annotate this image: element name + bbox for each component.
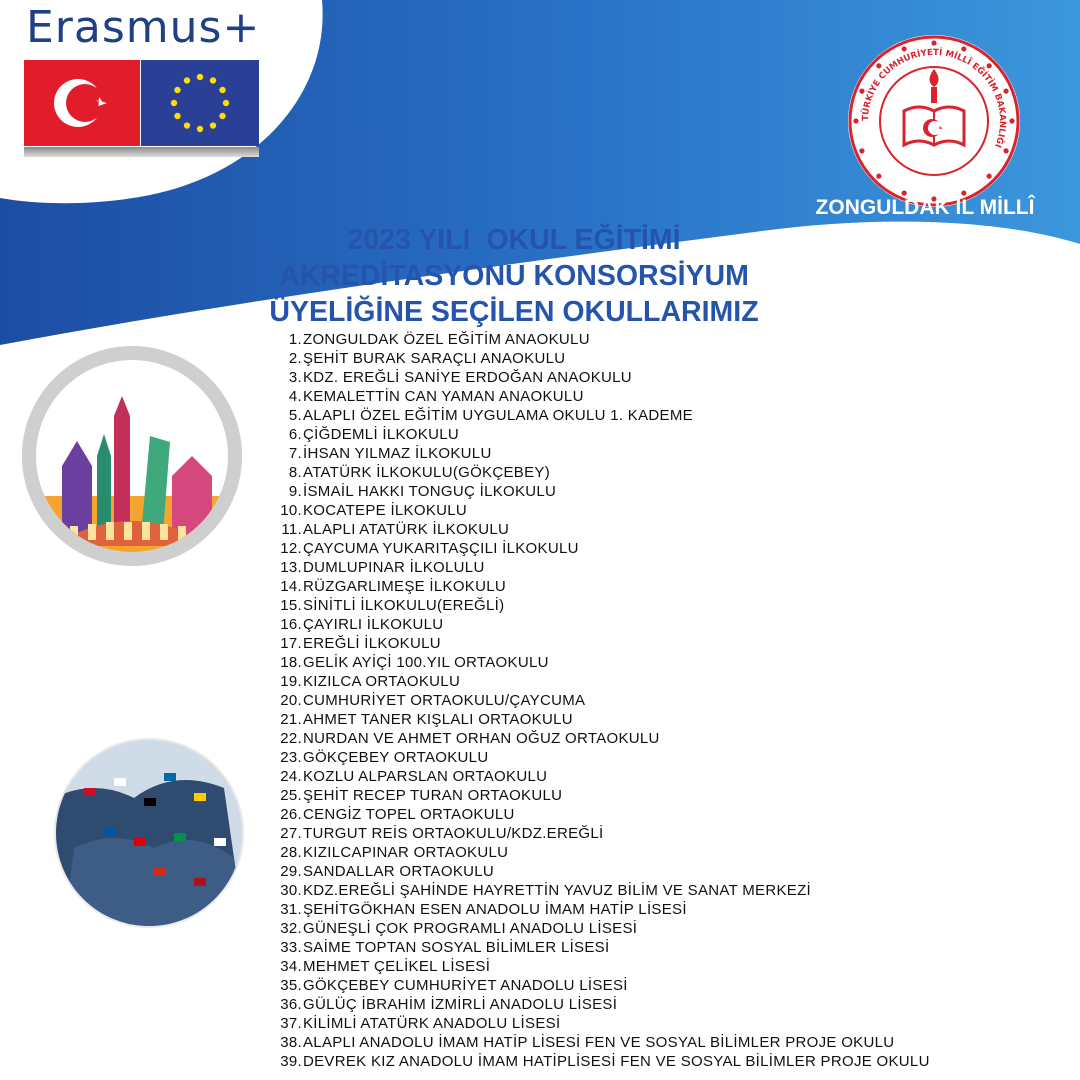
school-list-item [262, 900, 930, 919]
school-number: 26. [280, 806, 302, 823]
school-number: 7. [288, 445, 302, 462]
school-name: MEHMET ÇELİKEL LİSESİ [303, 958, 491, 975]
school-list-item [262, 577, 930, 596]
school-name: ZONGULDAK ÖZEL EĞİTİM ANAOKULU [303, 331, 590, 348]
school-list-item [262, 995, 930, 1014]
school-list-item [262, 1014, 930, 1033]
school-name: DEVREK KIZ ANADOLU İMAM HATİPLİSESİ FEN VE SOSYAL BİLİMLER PROJE OKULU [303, 1053, 930, 1070]
school-name: NURDAN VE AHMET ORHAN OĞUZ ORTAOKULU [303, 730, 660, 747]
title-line-1: 2023 YILI OKUL EĞİTİMİ [347, 224, 681, 256]
school-number: 29. [280, 863, 302, 880]
school-number: 30. [280, 882, 302, 899]
school-name: KOZLU ALPARSLAN ORTAOKULU [303, 768, 548, 785]
school-name: ALAPLI ÖZEL EĞİTİM UYGULAMA OKULU 1. KADEME [303, 407, 693, 424]
school-list-item [262, 919, 930, 938]
school-number: 35. [280, 977, 302, 994]
school-number: 18. [280, 654, 302, 671]
seal-star-icon [876, 174, 881, 179]
eu-star-icon [174, 87, 180, 93]
eu-star-icon [219, 87, 225, 93]
school-number: 36. [280, 996, 302, 1013]
school-name: İHSAN YILMAZ İLKOKULU [303, 445, 492, 462]
school-list-item [262, 634, 930, 653]
school-number: 12. [280, 540, 302, 557]
school-name: CUMHURİYET ORTAOKULU/ÇAYCUMA [303, 692, 586, 709]
school-number: 21. [280, 711, 302, 728]
school-number: 23. [280, 749, 302, 766]
school-number: 4. [288, 388, 302, 405]
school-list-item [262, 501, 930, 520]
school-number: 16. [280, 616, 302, 633]
seal-star-icon [1009, 118, 1014, 123]
school-name: ÇAYIRLI İLKOKULU [303, 616, 444, 633]
seal-star-icon [859, 148, 864, 153]
school-name: AHMET TANER KIŞLALI ORTAOKULU [303, 711, 573, 728]
school-name: GÖKÇEBEY CUMHURİYET ANADOLU LİSESİ [303, 977, 628, 994]
school-number: 39. [280, 1053, 302, 1070]
school-number: 17. [280, 635, 302, 652]
school-list-item [262, 843, 930, 862]
school-number: 31. [280, 901, 302, 918]
school-list-item [262, 672, 930, 691]
school-list-item [262, 653, 930, 672]
school-list-item [262, 729, 930, 748]
title-line-3: ÜYELİĞİNE SEÇİLEN OKULLARIMIZ [269, 296, 759, 328]
school-list-item [262, 349, 930, 368]
school-number: 3. [288, 369, 302, 386]
school-list-item [262, 691, 930, 710]
eu-star-icon [210, 77, 216, 83]
seal-star-icon [1003, 148, 1008, 153]
school-name: ŞEHİT RECEP TURAN ORTAOKULU [303, 787, 563, 804]
school-list-item [262, 1033, 930, 1052]
school-list-item [262, 710, 930, 729]
school-name: CENGİZ TOPEL ORTAOKULU [303, 806, 515, 823]
seal-star-icon [1003, 89, 1008, 94]
school-number: 34. [280, 958, 302, 975]
school-name: TURGUT REİS ORTAOKULU/KDZ.EREĞLİ [303, 825, 604, 842]
school-number: 19. [280, 673, 302, 690]
school-name: KEMALETTİN CAN YAMAN ANAOKULU [303, 388, 584, 405]
school-number: 20. [280, 692, 302, 709]
school-number: 8. [288, 464, 302, 481]
erasmus-wordmark: Erasmus+ [26, 2, 261, 53]
school-number: 38. [280, 1034, 302, 1051]
eu-star-icon [174, 113, 180, 119]
title-line-2: AKREDİTASYONU KONSORSİYUM [279, 260, 749, 292]
school-number: 27. [280, 825, 302, 842]
school-name: RÜZGARLIMEŞE İLKOKULU [303, 578, 507, 595]
school-name: SANDALLAR ORTAOKULU [303, 863, 495, 880]
school-list-item [262, 406, 930, 425]
eu-star-icon [171, 100, 177, 106]
school-name: EREĞLİ İLKOKULU [303, 635, 441, 652]
school-number: 1. [288, 331, 302, 348]
school-name: ÇİĞDEMLİ İLKOKULU [303, 426, 459, 443]
school-number: 9. [288, 483, 302, 500]
eu-star-icon [223, 100, 229, 106]
school-list-item [262, 615, 930, 634]
school-list-item [262, 330, 930, 349]
eu-star-icon [184, 122, 190, 128]
seal-ring-text: TÜRKİYE CUMHURİYETİ MİLLÎ EĞİTİM BAKANLIĞI [860, 47, 1008, 149]
school-number: 2. [288, 350, 302, 367]
eu-star-icon [210, 122, 216, 128]
seal-star-icon [902, 46, 907, 51]
eu-star-icon [184, 77, 190, 83]
school-list-item [262, 425, 930, 444]
school-number: 32. [280, 920, 302, 937]
eu-flag-icon [141, 60, 259, 146]
school-list-item [262, 767, 930, 786]
school-name: GELİK AYİÇİ 100.YIL ORTAOKULU [303, 654, 549, 671]
school-number: 6. [288, 426, 302, 443]
seal-star-icon [853, 118, 858, 123]
directorate-name [790, 190, 1060, 262]
europe-landmarks-image [22, 346, 242, 566]
school-name: KİLİMLİ ATATÜRK ANADOLU LİSESİ [303, 1015, 561, 1032]
eu-star-icon [197, 74, 203, 80]
seal-star-icon [987, 174, 992, 179]
school-list-item [262, 957, 930, 976]
school-number: 28. [280, 844, 302, 861]
eu-star-icon [219, 113, 225, 119]
seal-star-icon [961, 46, 966, 51]
school-number: 14. [280, 578, 302, 595]
seal-star-icon [859, 89, 864, 94]
school-name: ŞEHİTGÖKHAN ESEN ANADOLU İMAM HATİP LİSESİ [303, 901, 687, 918]
school-list-item [262, 881, 930, 900]
school-list-item [262, 938, 930, 957]
school-number: 37. [280, 1015, 302, 1032]
school-number: 22. [280, 730, 302, 747]
school-name: İSMAİL HAKKI TONGUÇ İLKOKULU [303, 483, 557, 500]
flag-shadow [24, 147, 259, 157]
school-name: DUMLUPINAR İLKOLULU [303, 559, 485, 576]
school-list-item [262, 539, 930, 558]
school-name: KDZ.EREĞLİ ŞAHİNDE HAYRETTİN YAVUZ BİLİM VE SANAT MERKEZİ [303, 882, 812, 899]
school-number: 33. [280, 939, 302, 956]
school-list-item [262, 862, 930, 881]
school-list-item [262, 1052, 930, 1071]
school-number: 13. [280, 559, 302, 576]
school-number: 5. [288, 407, 302, 424]
school-number: 15. [280, 597, 302, 614]
school-list-item [262, 805, 930, 824]
seal-star-icon [931, 40, 936, 45]
school-list-item [262, 748, 930, 767]
school-name: GÜLÜÇ İBRAHİM İZMİRLİ ANADOLU LİSESİ [303, 996, 618, 1013]
school-list-item [262, 824, 930, 843]
school-list-item [262, 520, 930, 539]
school-name: KOCATEPE İLKOKULU [303, 502, 468, 519]
school-name: GÖKÇEBEY ORTAOKULU [303, 749, 489, 766]
school-list-item [262, 482, 930, 501]
school-name: SAİME TOPTAN SOSYAL BİLİMLER LİSESİ [303, 939, 610, 956]
directorate-line-1: ZONGULDAK İL MİLLÎ [815, 196, 1035, 219]
europe-map-flags-image [54, 738, 244, 928]
school-number: 10. [280, 502, 302, 519]
school-name: KIZILCA ORTAOKULU [303, 673, 461, 690]
school-list-item [262, 558, 930, 577]
seal-star-icon [876, 63, 881, 68]
ministry-seal [846, 33, 1022, 209]
school-name: ALAPLI ATATÜRK İLKOKULU [303, 521, 510, 538]
school-name: ALAPLI ANADOLU İMAM HATİP LİSESİ FEN VE SOSYAL BİLİMLER PROJE OKULU [303, 1034, 895, 1051]
school-name: ÇAYCUMA YUKARITAŞÇILI İLKOKULU [303, 540, 579, 557]
school-list-item [262, 463, 930, 482]
school-list-item [262, 444, 930, 463]
school-number: 25. [280, 787, 302, 804]
school-name: KIZILCAPINAR ORTAOKULU [303, 844, 509, 861]
schools-list [262, 330, 930, 1071]
directorate-line-2: EĞİTİM MÜDÜRLÜĞÜ [817, 232, 1033, 255]
school-list-item [262, 596, 930, 615]
school-name: GÜNEŞLİ ÇOK PROGRAMLI ANADOLU LİSESİ [303, 920, 638, 937]
seal-star-icon [987, 63, 992, 68]
school-list-item [262, 976, 930, 995]
school-list-item [262, 786, 930, 805]
school-list-item [262, 368, 930, 387]
school-name: KDZ. EREĞLİ SANİYE ERDOĞAN ANAOKULU [303, 369, 632, 386]
school-name: ŞEHİT BURAK SARAÇLI ANAOKULU [303, 350, 566, 367]
eu-star-icon [197, 126, 203, 132]
school-name: SİNİTLİ İLKOKULU(EREĞLİ) [303, 597, 505, 614]
school-number: 24. [280, 768, 302, 785]
turkey-flag-icon [24, 60, 140, 146]
page-title [238, 222, 790, 330]
school-name: ATATÜRK İLKOKULU(GÖKÇEBEY) [303, 464, 551, 481]
school-number: 11. [281, 521, 302, 538]
school-list-item [262, 387, 930, 406]
